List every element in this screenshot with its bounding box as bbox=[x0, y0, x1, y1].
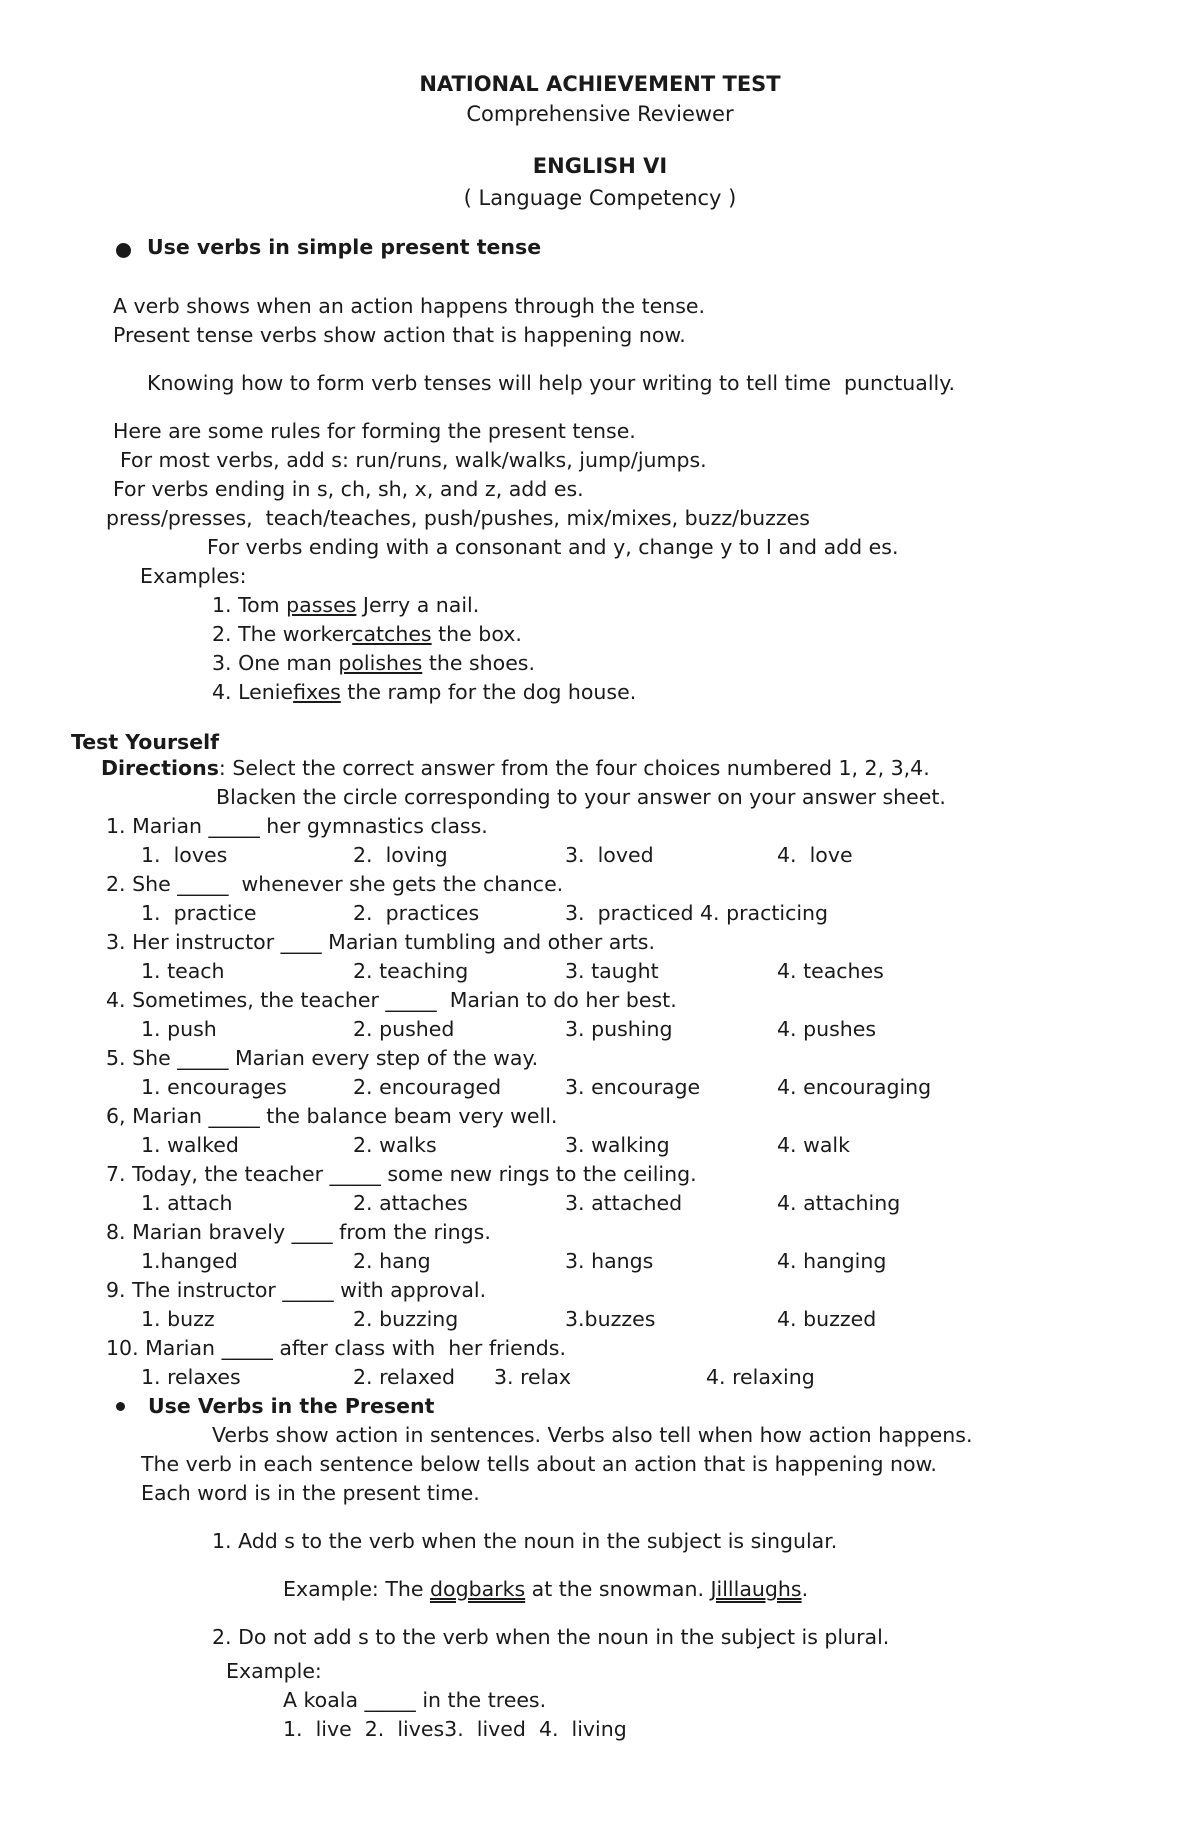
choice: 4. attaching bbox=[777, 1191, 901, 1215]
example-verb: passes bbox=[286, 593, 357, 617]
section2-line: Verbs show action in sentences. Verbs also tell when how action happens. bbox=[212, 1423, 973, 1447]
choice: 4. buzzed bbox=[777, 1307, 877, 1331]
example-verb: dogbarks bbox=[430, 1577, 526, 1601]
choice: 3. loved bbox=[565, 843, 654, 867]
directions-line-2: Blacken the circle corresponding to your answer on your answer sheet. bbox=[216, 785, 946, 809]
choice: 4. walk bbox=[777, 1133, 850, 1157]
knowing-line: Knowing how to form verb tenses will help your writing to tell time punctually. bbox=[147, 371, 955, 395]
choice: 3. pushing bbox=[565, 1017, 673, 1041]
choice: 1. walked bbox=[141, 1133, 239, 1157]
question: 7. Today, the teacher _____ some new rings to the ceiling. bbox=[106, 1162, 697, 1186]
choice: 4. teaches bbox=[777, 959, 884, 983]
example-sentence: 4. Leniefixes the ramp for the dog house. bbox=[212, 680, 637, 704]
examples-label: Examples: bbox=[140, 564, 247, 588]
example-2-question: A koala _____ in the trees. bbox=[283, 1688, 547, 1712]
question: 8. Marian bravely ____ from the rings. bbox=[106, 1220, 491, 1244]
example-verb: catches bbox=[352, 622, 432, 646]
rule-line: For verbs ending with a consonant and y, change y to I and add es. bbox=[207, 535, 899, 559]
choice: 1. relaxes bbox=[141, 1365, 241, 1389]
document-title: NATIONAL ACHIEVEMENT TEST bbox=[419, 72, 781, 96]
choice: 1. practice bbox=[141, 901, 257, 925]
example-2-label: Example: bbox=[226, 1659, 322, 1683]
bullet-icon bbox=[116, 243, 131, 258]
example-verb: Jilllaughs bbox=[710, 1577, 802, 1601]
example-1: Example: The dogbarks at the snowman. Jilllaughs. bbox=[283, 1577, 809, 1601]
competency-label: ( Language Competency ) bbox=[463, 186, 737, 210]
question: 9. The instructor _____ with approval. bbox=[106, 1278, 487, 1302]
rule-1: 1. Add s to the verb when the noun in the subject is singular. bbox=[212, 1529, 838, 1553]
choice: 2. encouraged bbox=[353, 1075, 502, 1099]
example-2-choices: 1. live 2. lives3. lived 4. living bbox=[283, 1717, 627, 1741]
question: 1. Marian _____ her gymnastics class. bbox=[106, 814, 488, 838]
choice: 1. buzz bbox=[141, 1307, 215, 1331]
section2-line: The verb in each sentence below tells about an action that is happening now. bbox=[141, 1452, 937, 1476]
intro-line: A verb shows when an action happens through the tense. bbox=[113, 294, 706, 318]
document-subtitle: Comprehensive Reviewer bbox=[466, 102, 734, 126]
rule-line: press/presses, teach/teaches, push/pushes, mix/mixes, buzz/buzzes bbox=[106, 506, 810, 530]
choice: 4. love bbox=[777, 843, 853, 867]
question: 6, Marian _____ the balance beam very well. bbox=[106, 1104, 558, 1128]
choice: 2. teaching bbox=[353, 959, 469, 983]
question: 4. Sometimes, the teacher _____ Marian to do her best. bbox=[106, 988, 677, 1012]
question: 10. Marian _____ after class with her friends. bbox=[106, 1336, 566, 1360]
choice: 2. attaches bbox=[353, 1191, 468, 1215]
question: 3. Her instructor ____ Marian tumbling and other arts. bbox=[106, 930, 655, 954]
choice: 2. pushed bbox=[353, 1017, 455, 1041]
choice: 3. practiced 4. practicing bbox=[565, 901, 829, 925]
section2-line: Each word is in the present time. bbox=[141, 1481, 480, 1505]
rule-line: For verbs ending in s, ch, sh, x, and z, add es. bbox=[113, 477, 584, 501]
example-sentence: 1. Tom passes Jerry a nail. bbox=[212, 593, 480, 617]
choice: 1. attach bbox=[141, 1191, 233, 1215]
subject-title: ENGLISH VI bbox=[532, 154, 668, 178]
section-heading-simple-present: Use verbs in simple present tense bbox=[147, 235, 542, 259]
question: 5. She _____ Marian every step of the way. bbox=[106, 1046, 539, 1070]
choice: 1.hanged bbox=[141, 1249, 238, 1273]
choice: 1. push bbox=[141, 1017, 217, 1041]
rule-2: 2. Do not add s to the verb when the noun in the subject is plural. bbox=[212, 1625, 890, 1649]
example-verb: fixes bbox=[293, 680, 341, 704]
choice: 3. hangs bbox=[565, 1249, 654, 1273]
test-heading: Test Yourself bbox=[71, 730, 220, 754]
choice: 3. attached bbox=[565, 1191, 683, 1215]
choice: 3. relax bbox=[494, 1365, 572, 1389]
choice: 1. encourages bbox=[141, 1075, 287, 1099]
choice: 2. walks bbox=[353, 1133, 437, 1157]
choice: 2. loving bbox=[353, 843, 448, 867]
example-verb: polishes bbox=[338, 651, 423, 675]
choice: 2. hang bbox=[353, 1249, 431, 1273]
choice: 4. encouraging bbox=[777, 1075, 932, 1099]
choice: 4. pushes bbox=[777, 1017, 877, 1041]
rule-line: For most verbs, add s: run/runs, walk/walks, jump/jumps. bbox=[120, 448, 707, 472]
example-sentence: 2. The workercatches the box. bbox=[212, 622, 522, 646]
choice: 2. relaxed bbox=[353, 1365, 456, 1389]
choice: 3. encourage bbox=[565, 1075, 701, 1099]
choice: 1. loves bbox=[141, 843, 228, 867]
bullet-icon bbox=[116, 1402, 125, 1411]
intro-line: Present tense verbs show action that is happening now. bbox=[113, 323, 686, 347]
example-sentence: 3. One man polishes the shoes. bbox=[212, 651, 535, 675]
choice: 2. practices bbox=[353, 901, 480, 925]
rule-line: Here are some rules for forming the present tense. bbox=[113, 419, 636, 443]
choice: 3.buzzes bbox=[565, 1307, 656, 1331]
section-heading-verbs-present: Use Verbs in the Present bbox=[148, 1394, 435, 1418]
choice: 3. taught bbox=[565, 959, 659, 983]
question: 2. She _____ whenever she gets the chance. bbox=[106, 872, 564, 896]
choice: 3. walking bbox=[565, 1133, 670, 1157]
directions-line: Directions: Select the correct answer from the four choices numbered 1, 2, 3,4. bbox=[101, 756, 930, 780]
choice: 2. buzzing bbox=[353, 1307, 459, 1331]
choice: 4. relaxing bbox=[706, 1365, 815, 1389]
choice: 1. teach bbox=[141, 959, 225, 983]
choice: 4. hanging bbox=[777, 1249, 887, 1273]
